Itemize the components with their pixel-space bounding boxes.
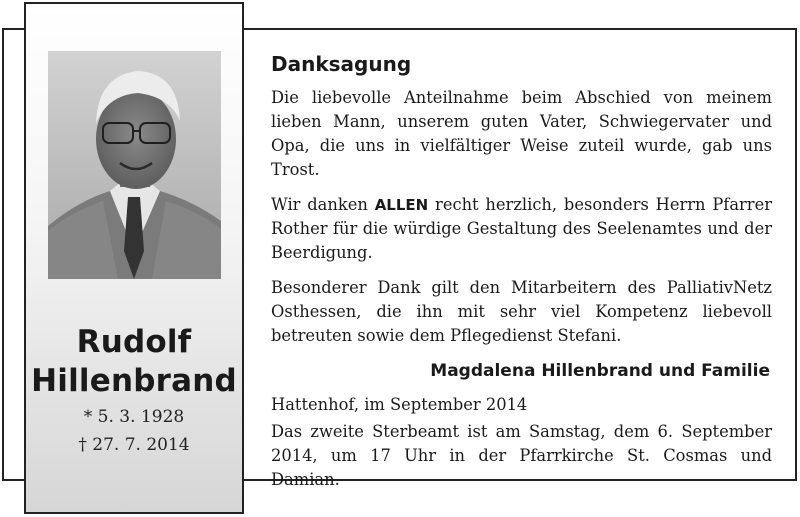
deceased-last-name: Hillenbrand [31, 363, 237, 399]
thanks-paragraph-3: Besonderer Dank gilt den Mitarbeitern des PalliativNetz Osthessen, die ihn mit sehr viel Kompetenz liebevoll betreuten sowie dem Pflegedienst Stefani. [271, 278, 772, 345]
para2-emphasis: ALLEN [374, 196, 429, 214]
portrait-photo [48, 51, 221, 279]
family-signature: Magdalena Hillenbrand und Familie [430, 361, 770, 381]
para2-before: Wir danken [271, 195, 375, 214]
notice-heading: Danksagung [271, 52, 412, 76]
deceased-first-name: Rudolf [76, 324, 192, 360]
thanks-paragraph-2 [271, 193, 772, 265]
memorial-panel [24, 2, 244, 514]
place-date: Hattenhof, im September 2014 [271, 395, 528, 414]
funeral-info: Das zweite Sterbeamt ist am Samstag, dem 6. September 2014, um 17 Uhr in der Pfarrkirche St. Cosmas und Damian. [271, 422, 772, 489]
thanks-paragraph-1: Die liebevolle Anteilnahme beim Abschied von meinem lieben Mann, unserem guten Vater, Schwiegervater und Opa, die uns in vielfältiger Weise zuteil wurde, gab uns Trost. [271, 88, 772, 179]
notice-content [271, 52, 772, 492]
birth-date: * 5. 3. 1928 [83, 407, 185, 427]
death-date: † 27. 7. 2014 [78, 435, 190, 455]
para2-after: recht herzlich, besonders Herrn Pfarrer Rother für die würdige Gestaltung des Seelenamtes und der Beerdigung. [271, 195, 773, 262]
